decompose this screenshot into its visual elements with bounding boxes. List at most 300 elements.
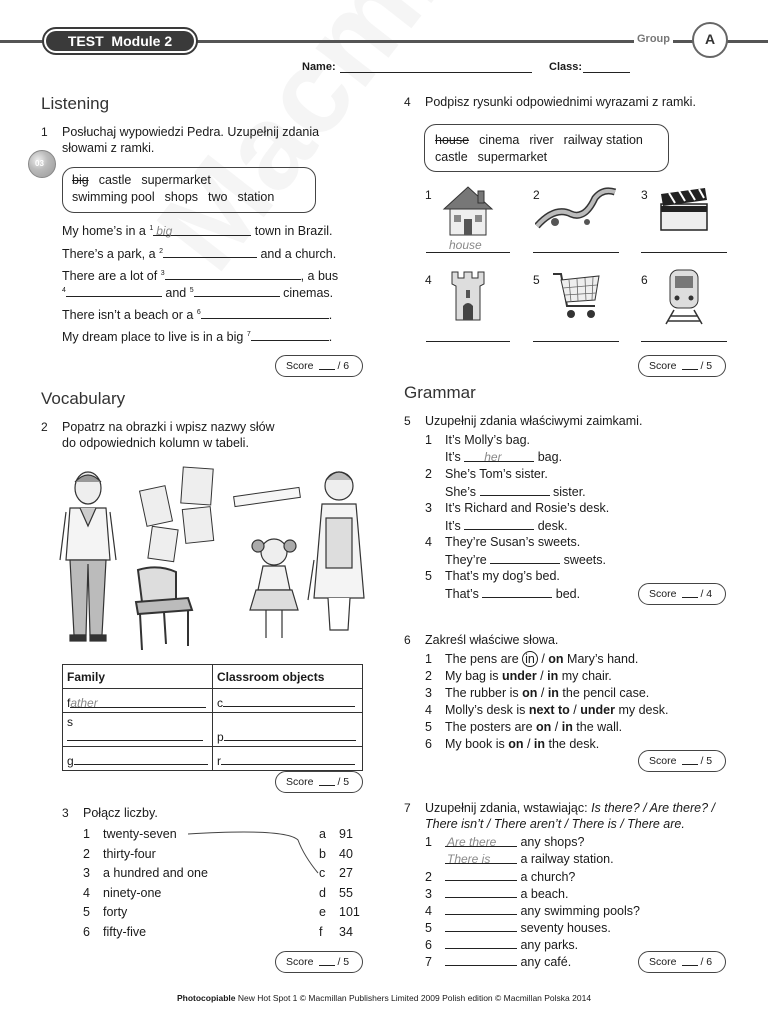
q6-option-sep: / bbox=[536, 669, 548, 683]
list-item bbox=[425, 903, 640, 918]
chair-icon bbox=[136, 567, 192, 650]
q5-item-suffix: sister. bbox=[549, 485, 586, 499]
q7-gap[interactable] bbox=[445, 886, 517, 898]
q7-item-text: any swimming pools? bbox=[517, 904, 640, 918]
q1-word-swimming-pool: swimming pool bbox=[72, 190, 155, 204]
q2-family-gap-1[interactable] bbox=[70, 696, 206, 708]
q6-option-2[interactable]: under bbox=[580, 703, 615, 717]
list-item bbox=[425, 433, 530, 447]
footer-copyright: New Hot Spot 1 © Macmillan Publishers Limited 2009 Polish edition © Macmillan Polska 2014 bbox=[235, 993, 592, 1003]
list-item bbox=[445, 450, 562, 464]
shopping-cart-icon bbox=[551, 268, 603, 324]
list-item bbox=[445, 484, 586, 499]
q4-word-cinema: cinema bbox=[479, 133, 520, 147]
q7-item-number: 3 bbox=[425, 887, 432, 901]
house-icon bbox=[440, 183, 496, 239]
list-item bbox=[425, 686, 649, 700]
q6-option-1[interactable]: on bbox=[508, 737, 524, 751]
list-item bbox=[425, 652, 638, 666]
q1-gap-5[interactable] bbox=[194, 285, 280, 297]
q4-item-number-6: 6 bbox=[641, 273, 648, 287]
q1-score-field[interactable] bbox=[319, 358, 335, 370]
q3-right-letter: c bbox=[319, 866, 326, 881]
q6-option-2[interactable]: in bbox=[547, 686, 559, 700]
list-item[interactable] bbox=[319, 925, 353, 939]
q3-number: 3 bbox=[62, 806, 69, 820]
q7-number: 7 bbox=[404, 801, 411, 815]
q6-item-number: 2 bbox=[425, 669, 432, 683]
q4-answer-line-3[interactable] bbox=[641, 252, 727, 253]
q4-score-field[interactable] bbox=[682, 358, 698, 370]
q1-gap-4[interactable] bbox=[66, 285, 162, 297]
q1-gap-7[interactable] bbox=[251, 329, 329, 341]
q1-s5-text: There isn’t a beach or a bbox=[62, 308, 194, 322]
q3-left-text: thirty-four bbox=[103, 846, 156, 861]
q1-s2-sup: 2 bbox=[159, 247, 163, 255]
q2-classroom-cell-3[interactable] bbox=[213, 747, 363, 771]
q7-gap[interactable] bbox=[445, 835, 517, 847]
class-label: Class: bbox=[549, 61, 583, 73]
q3-left-text: ninety-one bbox=[103, 885, 162, 900]
q3-score-label: Score bbox=[286, 956, 314, 968]
q3-left-text: a hundred and one bbox=[103, 866, 208, 881]
vocabulary-illustration bbox=[58, 460, 368, 656]
q6-score-label: Score bbox=[649, 755, 677, 767]
q5-gap[interactable] bbox=[464, 518, 534, 530]
q7-item-text: a church? bbox=[517, 870, 576, 884]
q4-item-number-3: 3 bbox=[641, 188, 648, 202]
q4-word-railway-station: railway station bbox=[563, 133, 643, 147]
q4-word-supermarket: supermarket bbox=[477, 150, 548, 164]
q1-score-label: Score bbox=[286, 360, 314, 372]
q4-word-house: house bbox=[435, 133, 470, 147]
q5-gap[interactable] bbox=[482, 586, 552, 598]
q7-gap[interactable] bbox=[445, 937, 517, 949]
q6-option-1[interactable]: in bbox=[522, 651, 538, 667]
q4-answer-line-2[interactable] bbox=[533, 252, 619, 253]
q5-item-prefix: That’s bbox=[445, 587, 483, 601]
q4-answer-line-6[interactable] bbox=[641, 341, 727, 342]
q5-item-number: 5 bbox=[425, 569, 432, 583]
q6-option-1[interactable]: on bbox=[536, 720, 552, 734]
q4-item-number-1: 1 bbox=[425, 188, 432, 202]
listening-title: Listening bbox=[41, 94, 110, 113]
footer bbox=[0, 993, 768, 1003]
q3-right-value: 55 bbox=[339, 885, 353, 900]
q7-score-label: Score bbox=[649, 956, 677, 968]
q2-header-classroom: Classroom objects bbox=[213, 665, 363, 689]
q7-item-text: a railway station. bbox=[517, 852, 614, 866]
q2-classroom-gap-2[interactable] bbox=[224, 729, 356, 741]
list-item bbox=[83, 886, 161, 900]
group-badge: A bbox=[692, 22, 728, 58]
q5-item-sentence: She’s Tom’s sister. bbox=[445, 467, 548, 481]
list-item bbox=[425, 669, 612, 683]
q2-family-gap-2[interactable] bbox=[67, 729, 203, 741]
q1-word-supermarket: supermarket bbox=[141, 173, 211, 187]
q1-s2-text: There’s a park, a bbox=[62, 247, 156, 261]
castle-icon bbox=[448, 268, 488, 324]
q1-sentence-1 bbox=[62, 224, 333, 238]
q5-item-prefix: She’s bbox=[445, 485, 480, 499]
river-icon bbox=[535, 186, 617, 232]
q6-option-sep: / bbox=[537, 652, 549, 666]
q2-score-box bbox=[275, 771, 363, 793]
q7-instruction bbox=[425, 800, 715, 832]
q2-classroom-gap-3[interactable] bbox=[221, 753, 355, 765]
q6-item-text: My book is bbox=[445, 737, 509, 751]
q6-option-2[interactable]: in bbox=[547, 669, 559, 683]
q6-item-text: My bag is bbox=[445, 669, 502, 683]
q6-option-sep: / bbox=[569, 703, 581, 717]
list-item bbox=[83, 847, 156, 861]
q2-family-answer-1: ather bbox=[70, 696, 98, 710]
q3-left-text: forty bbox=[103, 905, 128, 920]
q3-right-value: 34 bbox=[339, 925, 353, 939]
q5-gap[interactable] bbox=[480, 484, 550, 496]
q6-number: 6 bbox=[404, 633, 411, 647]
q3-right-value: 91 bbox=[339, 827, 353, 841]
q3-left-text: fifty-five bbox=[103, 925, 147, 939]
q2-classroom-letter-1: c bbox=[217, 696, 223, 710]
q4-word-row1 bbox=[435, 133, 643, 147]
q2-family-cell-1[interactable] bbox=[63, 689, 213, 713]
q5-gap[interactable] bbox=[464, 450, 534, 462]
q2-instruction-line2: do odpowiednich kolumn w tabeli. bbox=[62, 436, 249, 450]
q1-word-station: station bbox=[237, 190, 275, 204]
q2-classroom-letter-2: p bbox=[217, 730, 224, 744]
q3-left-number: 5 bbox=[83, 905, 90, 920]
list-item[interactable] bbox=[319, 905, 360, 919]
list-item bbox=[425, 835, 584, 849]
q3-instruction: Połącz liczby. bbox=[83, 806, 158, 820]
q2-family-gap-3[interactable] bbox=[74, 753, 208, 765]
q1-instruction-line2: słowami z ramki. bbox=[62, 141, 155, 155]
q6-item-end: the desk. bbox=[545, 737, 600, 751]
q5-item-sentence: They’re Susan’s sweets. bbox=[445, 535, 581, 549]
q3-left-text: twenty-seven bbox=[103, 827, 177, 841]
father-figure-icon bbox=[60, 472, 116, 641]
q2-classroom-cell-2[interactable] bbox=[213, 713, 363, 747]
q4-answer-line-5[interactable] bbox=[533, 341, 619, 342]
q7-item-number: 6 bbox=[425, 938, 432, 952]
q5-item-prefix: It’s bbox=[445, 450, 465, 464]
q2-score-label: Score bbox=[286, 776, 314, 788]
q6-option-2[interactable]: in bbox=[561, 720, 573, 734]
q5-item-suffix: sweets. bbox=[560, 553, 607, 567]
q6-item-end: my chair. bbox=[558, 669, 612, 683]
q6-item-end: my desk. bbox=[614, 703, 669, 717]
q1-s4-sup: 4 bbox=[62, 286, 66, 294]
q4-item-number-4: 4 bbox=[425, 273, 432, 287]
q6-item-end: the wall. bbox=[572, 720, 623, 734]
q5-item-prefix: They’re bbox=[445, 553, 491, 567]
q5-item-sentence: It’s Molly’s bag. bbox=[445, 433, 530, 447]
q3-score-max: / 5 bbox=[337, 956, 350, 968]
q6-option-1[interactable]: on bbox=[522, 686, 538, 700]
q3-right-letter: e bbox=[319, 905, 326, 920]
q5-score-label: Score bbox=[649, 588, 677, 600]
ruler-icon bbox=[234, 487, 301, 506]
q7-instruction-options-2: There isn’t / There aren’t / There is / There are. bbox=[425, 817, 685, 831]
girl-figure-icon bbox=[250, 539, 298, 638]
q5-item-suffix: bag. bbox=[534, 450, 563, 464]
q3-right-letter: f bbox=[319, 925, 323, 939]
q1-s3-text: There are a lot of bbox=[62, 269, 158, 283]
q5-item-number: 1 bbox=[425, 433, 432, 447]
q1-word-shops: shops bbox=[164, 190, 199, 204]
list-item bbox=[445, 518, 568, 533]
posters-icon bbox=[140, 467, 214, 562]
list-item bbox=[425, 467, 548, 481]
q6-option-sep: / bbox=[523, 737, 534, 751]
q6-item-number: 4 bbox=[425, 703, 432, 717]
vocabulary-title: Vocabulary bbox=[41, 389, 126, 408]
q4-answer-line-4[interactable] bbox=[426, 341, 510, 342]
q1-s1-sup: 1 bbox=[149, 224, 154, 232]
q4-instruction: Podpisz rysunki odpowiednimi wyrazami z ramki. bbox=[425, 95, 696, 109]
q6-item-number: 6 bbox=[425, 737, 432, 751]
q2-header-family: Family bbox=[63, 665, 213, 689]
list-item bbox=[425, 569, 560, 583]
list-item bbox=[425, 852, 614, 866]
q7-gap[interactable] bbox=[445, 920, 517, 932]
q4-score-max: / 5 bbox=[700, 360, 713, 372]
q3-right-letter: a bbox=[319, 827, 326, 841]
q5-score-field[interactable] bbox=[682, 586, 698, 598]
q7-instruction-options-1: Is there? / Are there? / bbox=[591, 801, 715, 815]
q3-right-value: 101 bbox=[339, 905, 360, 920]
test-title: TEST Module 2 bbox=[46, 31, 194, 51]
q1-s6-sup: 6 bbox=[196, 308, 201, 316]
q4-item-number-5: 5 bbox=[533, 273, 540, 287]
clapperboard-icon bbox=[657, 186, 711, 234]
q1-sentence-5 bbox=[62, 307, 332, 322]
list-item bbox=[83, 925, 146, 939]
q6-score-max: / 5 bbox=[700, 755, 713, 767]
q3-left-number: 6 bbox=[83, 925, 90, 939]
q5-item-prefix: It’s bbox=[445, 519, 465, 533]
q6-score-box bbox=[638, 750, 726, 772]
q6-item-number: 3 bbox=[425, 686, 432, 700]
q1-gap-3[interactable] bbox=[165, 268, 301, 280]
q1-s5-end: . bbox=[328, 308, 333, 322]
q1-word-castle: castle bbox=[98, 173, 132, 187]
q1-gap-1[interactable] bbox=[153, 224, 251, 236]
list-item bbox=[425, 869, 575, 884]
list-item bbox=[425, 703, 668, 717]
q4-word-castle: castle bbox=[435, 150, 468, 164]
q2-family-cell-3[interactable] bbox=[63, 747, 213, 771]
q6-option-sep: / bbox=[551, 720, 562, 734]
q2-instruction-line1: Popatrz na obrazki i wpisz nazwy słów bbox=[62, 420, 275, 434]
q7-gap[interactable] bbox=[445, 869, 517, 881]
q1-sentence-6 bbox=[62, 329, 332, 344]
q4-answer-line-1[interactable] bbox=[426, 252, 510, 253]
list-item bbox=[425, 937, 578, 952]
q1-s1-end: town in Brazil. bbox=[254, 224, 333, 238]
q7-item-text: seventy houses. bbox=[517, 921, 611, 935]
q7-item-number: 5 bbox=[425, 921, 432, 935]
q6-item-text: The posters are bbox=[445, 720, 537, 734]
q7-answer: Are there bbox=[447, 835, 497, 849]
q2-family-letter-3: g bbox=[67, 754, 74, 768]
q2-classroom-cell-1[interactable] bbox=[213, 689, 363, 713]
q5-score-max: / 4 bbox=[700, 588, 713, 600]
q3-left-number: 1 bbox=[83, 827, 90, 841]
list-item[interactable] bbox=[319, 886, 353, 900]
q4-word-box bbox=[424, 124, 669, 172]
q6-option-2[interactable]: in bbox=[533, 737, 546, 751]
q7-instruction-text: Uzupełnij zdania, wstawiając: bbox=[425, 801, 592, 815]
q5-number: 5 bbox=[404, 414, 411, 428]
name-field[interactable] bbox=[340, 72, 532, 73]
q5-item-sentence: It’s Richard and Rosie’s desk. bbox=[445, 501, 610, 515]
q1-s4-and: and bbox=[165, 286, 187, 300]
footer-photocopiable: Photocopiable bbox=[176, 993, 236, 1003]
q7-instruction-line1 bbox=[425, 800, 715, 816]
q6-item-text: Molly’s desk is bbox=[445, 703, 529, 717]
q3-right-value: 40 bbox=[339, 846, 353, 861]
q2-table bbox=[62, 664, 363, 771]
q3-right-letter: d bbox=[319, 885, 326, 900]
q1-sentence-4 bbox=[62, 285, 333, 300]
q1-s7-sup: 7 bbox=[246, 330, 251, 338]
q3-right-letter: b bbox=[319, 846, 326, 861]
q6-option-1[interactable]: next to bbox=[528, 703, 570, 717]
list-item bbox=[445, 552, 606, 567]
q7-instruction-line2 bbox=[425, 816, 715, 832]
grammar-title: Grammar bbox=[404, 383, 476, 402]
list-item bbox=[83, 827, 177, 841]
q2-instruction bbox=[62, 419, 275, 451]
q7-item-text: a beach. bbox=[517, 887, 569, 901]
q5-item-number: 3 bbox=[425, 501, 432, 515]
q2-family-cell-2[interactable] bbox=[63, 713, 213, 747]
list-item bbox=[425, 720, 622, 734]
q3-right-value: 27 bbox=[339, 866, 353, 881]
table-row bbox=[63, 713, 363, 747]
q7-item-text: any shops? bbox=[517, 835, 585, 849]
q1-s3-sup: 3 bbox=[160, 269, 165, 277]
q6-option-2[interactable]: on bbox=[548, 652, 564, 666]
q1-word-big: big bbox=[72, 173, 89, 187]
q1-instruction-line1: Posłuchaj wypowiedzi Pedra. Uzupełnij zdania bbox=[62, 125, 320, 139]
list-item bbox=[425, 737, 599, 751]
q4-number: 4 bbox=[404, 95, 411, 109]
q1-s2-end: and a church. bbox=[260, 247, 337, 261]
q5-item-suffix: bed. bbox=[552, 587, 581, 601]
q1-gap-6[interactable] bbox=[201, 307, 329, 319]
list-item bbox=[445, 586, 580, 601]
q3-left-number: 4 bbox=[83, 885, 90, 900]
q4-word-row2 bbox=[435, 150, 547, 164]
q2-number: 2 bbox=[41, 420, 48, 434]
q6-item-number: 5 bbox=[425, 720, 432, 734]
q2-family-letter-1: f bbox=[67, 696, 71, 710]
q7-score-box bbox=[638, 951, 726, 973]
q1-answer-1: big bbox=[156, 224, 173, 238]
q5-gap[interactable] bbox=[490, 552, 560, 564]
q5-score-box bbox=[638, 583, 726, 605]
header-rule-right bbox=[196, 40, 694, 43]
q1-number: 1 bbox=[41, 125, 48, 139]
grandmother-figure-icon bbox=[308, 472, 364, 630]
q1-s1-text: My home’s in a bbox=[62, 224, 146, 238]
group-label: Group bbox=[634, 33, 673, 45]
q4-score-box bbox=[638, 355, 726, 377]
q1-s3-end: , a bus bbox=[300, 269, 339, 283]
q6-item-end: Mary’s hand. bbox=[563, 652, 639, 666]
q7-answer: There is bbox=[447, 852, 491, 866]
q1-gap-2[interactable] bbox=[163, 246, 257, 258]
q7-score-field[interactable] bbox=[682, 954, 698, 966]
q6-item-text: The pens are bbox=[445, 652, 523, 666]
header-rule-left bbox=[0, 40, 44, 43]
q7-item-text: any parks. bbox=[517, 938, 579, 952]
table-row bbox=[63, 689, 363, 713]
q7-score-max: / 6 bbox=[700, 956, 713, 968]
q5-instruction: Uzupełnij zdania właściwymi zaimkami. bbox=[425, 414, 643, 428]
q6-item-end: the pencil case. bbox=[558, 686, 650, 700]
q2-classroom-letter-3: r bbox=[217, 754, 221, 768]
q2-classroom-gap-1[interactable] bbox=[223, 695, 355, 707]
q7-gap[interactable] bbox=[445, 903, 517, 915]
q3-left-number: 2 bbox=[83, 846, 90, 861]
header-rule-end bbox=[726, 40, 768, 43]
q2-family-letter-2: s bbox=[67, 715, 73, 729]
q6-instruction: Zakreśl właściwe słowa. bbox=[425, 633, 559, 647]
q3-example-line bbox=[186, 826, 332, 878]
q6-score-field[interactable] bbox=[682, 753, 698, 765]
q4-answer-1: house bbox=[449, 238, 482, 252]
table-row bbox=[63, 747, 363, 771]
list-item bbox=[425, 501, 609, 515]
cd-track-number: 03 bbox=[35, 159, 44, 168]
q3-left-number: 3 bbox=[83, 866, 90, 881]
q3-score-field[interactable] bbox=[319, 954, 335, 966]
q1-s6-end: . bbox=[328, 330, 333, 344]
q2-score-field[interactable] bbox=[319, 774, 335, 786]
q5-item-suffix: desk. bbox=[534, 519, 568, 533]
q6-item-number: 1 bbox=[425, 652, 432, 666]
class-field[interactable] bbox=[583, 72, 630, 73]
q6-option-sep: / bbox=[537, 686, 548, 700]
q6-option-1[interactable]: under bbox=[501, 669, 537, 683]
q3-score-box bbox=[275, 951, 363, 973]
test-title-badge bbox=[42, 27, 198, 55]
train-icon bbox=[664, 266, 704, 326]
q1-word-two: two bbox=[208, 190, 228, 204]
q1-score-box bbox=[275, 355, 363, 377]
list-item bbox=[425, 920, 611, 935]
q1-s6-text: My dream place to live is in a big bbox=[62, 330, 244, 344]
name-label: Name: bbox=[302, 61, 336, 73]
q5-answer: her bbox=[484, 450, 502, 464]
q1-instruction bbox=[62, 124, 319, 156]
q1-sentence-2 bbox=[62, 246, 336, 261]
q1-score-max: / 6 bbox=[337, 360, 350, 372]
list-item bbox=[83, 905, 127, 919]
q4-item-number-2: 2 bbox=[533, 188, 540, 202]
q7-gap[interactable] bbox=[445, 954, 517, 966]
list-item bbox=[425, 886, 568, 901]
q1-word-row2 bbox=[72, 190, 274, 204]
q7-item-number: 7 bbox=[425, 955, 432, 969]
q7-item-text: any café. bbox=[517, 955, 572, 969]
q7-gap[interactable] bbox=[445, 852, 517, 864]
q1-s5-sup: 5 bbox=[189, 286, 194, 294]
